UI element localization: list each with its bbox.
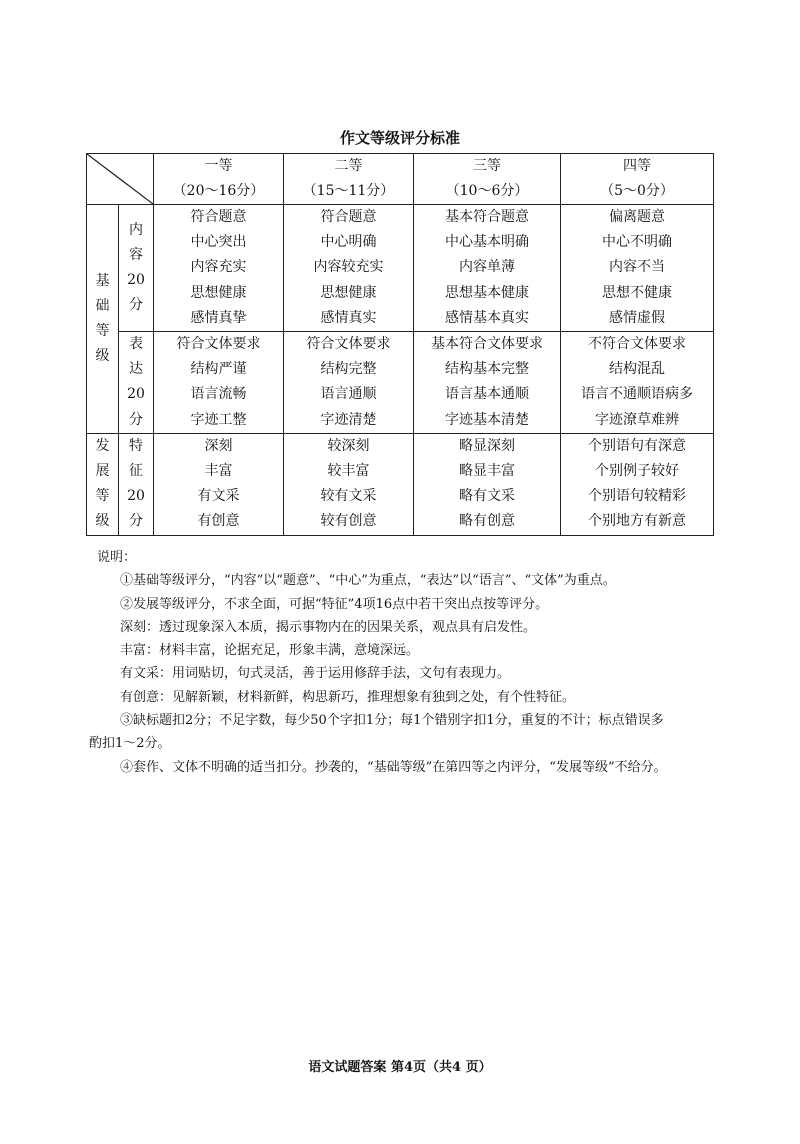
note-3-continued: 酌扣1～2分。 bbox=[89, 736, 171, 752]
note-4: ④套作、文体不明确的适当扣分。抄袭的，“基础等级”在第四等之内评分，“发展等级”不给分。 bbox=[120, 759, 667, 775]
expression-grade-2: 符合文体要求 结构完整 语言通顺 字迹清楚 bbox=[284, 332, 414, 434]
definition-richness: 丰富：材料丰富，论据充足，形象丰满，意境深远。 bbox=[120, 643, 420, 659]
expression-label: 表 达 20 分 bbox=[119, 332, 154, 434]
expression-grade-4: 不符合文体要求 结构混乱 语言不通顺语病多 字迹潦草难辨 bbox=[561, 332, 714, 434]
page-title: 作文等级评分标准 bbox=[339, 129, 460, 147]
definition-creativity: 有创意：见解新颖，材料新鲜，构思新巧，推理想象有独到之处，有个性特征。 bbox=[120, 689, 576, 705]
features-grade-1: 深刻 丰富 有文采 有创意 bbox=[154, 433, 284, 535]
header-grade-4: 四等 （5～0分） bbox=[561, 154, 714, 205]
development-level-label: 发 展 等 级 bbox=[87, 433, 119, 535]
header-grade-1: 一等 （20～16分） bbox=[154, 154, 284, 205]
table-header-row bbox=[87, 154, 714, 205]
features-grade-3: 略显深刻 略显丰富 略有文采 略有创意 bbox=[414, 433, 561, 535]
table-row bbox=[87, 205, 714, 332]
header-grade-3: 三等 （10～6分） bbox=[414, 154, 561, 205]
note-2: ②发展等级评分，不求全面，可据“特征”4项16点中若干突出点按等评分。 bbox=[120, 596, 549, 612]
header-grade-2: 二等 （15～11分） bbox=[284, 154, 414, 205]
notes-section bbox=[89, 546, 717, 779]
features-label: 特 征 20 分 bbox=[119, 433, 154, 535]
expression-grade-3: 基本符合文体要求 结构基本完整 语言基本通顺 字迹基本清楚 bbox=[414, 332, 561, 434]
notes-heading: 说明： bbox=[97, 550, 137, 565]
definition-literary: 有文采：用词贴切，句式灵活，善于运用修辞手法，文句有表现力。 bbox=[120, 666, 511, 682]
note-3: ③缺标题扣2分；不足字数，每少50个字扣1分；每1个错别字扣1分，重复的不计；标点错误多 bbox=[120, 713, 664, 729]
content-grade-1: 符合题意 中心突出 内容充实 思想健康 感情真挚 bbox=[154, 205, 284, 332]
table-row bbox=[87, 433, 714, 535]
content-label: 内 容 20 分 bbox=[119, 205, 154, 332]
features-grade-4: 个别语句有深意 个别例子较好 个别语句较精彩 个别地方有新意 bbox=[561, 433, 714, 535]
basic-level-label: 基 础 等 级 bbox=[87, 205, 119, 434]
content-grade-3: 基本符合题意 中心基本明确 内容单薄 思想基本健康 感情基本真实 bbox=[414, 205, 561, 332]
definition-depth: 深刻：透过现象深入本质，揭示事物内在的因果关系，观点具有启发性。 bbox=[120, 619, 537, 635]
content-grade-4: 偏离题意 中心不明确 内容不当 思想不健康 感情虚假 bbox=[561, 205, 714, 332]
table-row bbox=[87, 332, 714, 434]
content-grade-2: 符合题意 中心明确 内容较充实 思想健康 感情真实 bbox=[284, 205, 414, 332]
features-grade-2: 较深刻 较丰富 较有文采 较有创意 bbox=[284, 433, 414, 535]
scoring-table bbox=[86, 153, 714, 536]
expression-grade-1: 符合文体要求 结构严谨 语言流畅 字迹工整 bbox=[154, 332, 284, 434]
note-1: ①基础等级评分，“内容”以“题意”、“中心”为重点，“表达”以“语言”、“文体”为重点。 bbox=[120, 573, 616, 589]
page-footer: 语文试题答案 第4页（共4 页） bbox=[308, 1060, 492, 1075]
corner-cell bbox=[87, 154, 154, 205]
diagonal-line bbox=[87, 154, 153, 204]
